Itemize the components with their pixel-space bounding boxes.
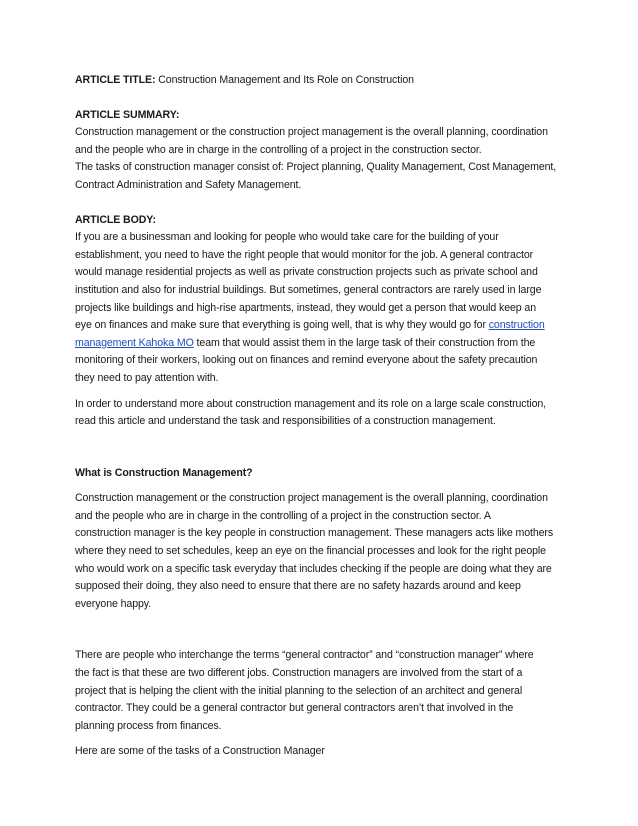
section-line: who would work on a specific task everyday that includes checking if the people are doing what they are: [75, 562, 552, 575]
body-line: If you are a businessman and looking for people who would take care for the building of your: [75, 231, 499, 244]
summary-heading: ARTICLE SUMMARY:: [75, 108, 180, 121]
construction-management-link-continued[interactable]: management Kahoka MO: [75, 336, 194, 349]
body-line: institution and also for industrial buildings. But sometimes, general contractors are rarely used in large: [75, 283, 542, 296]
post-link-text: team that would assist them in the large task of their construction from the: [193, 336, 536, 349]
section-line: where they need to set schedules, keep an eye on the financial processes and look for the right people: [75, 545, 546, 558]
body-line: monitoring of their workers, looking out on finances and remind everyone about the safety precaution: [75, 354, 538, 367]
body-line: read this article and understand the task and responsibilities of a construction management.: [75, 415, 496, 428]
section-line: everyone happy.: [75, 597, 152, 610]
section-line: and the people who are in charge in the controlling of a project in the construction sector. A: [75, 509, 491, 522]
section-line: construction manager is the key people in construction management. These managers acts like mothers: [75, 527, 554, 540]
summary-line: The tasks of construction manager consist of: Project planning, Quality Management, Cost Management,: [75, 161, 557, 174]
body-line: they need to pay attention with.: [75, 371, 219, 384]
document-page: [75, 72, 565, 761]
article-title-text: Construction Management and Its Role on Construction: [155, 74, 414, 86]
section-line: planning process from finances.: [75, 719, 222, 732]
summary-paragraph: [75, 124, 565, 194]
section-line: supposed their doing, they also need to ensure that there are no safety hazards around and keep: [75, 580, 521, 593]
article-title-label: ARTICLE TITLE:: [75, 74, 156, 86]
article-title: [75, 72, 565, 90]
body-paragraph-2: [75, 396, 565, 431]
summary-line: Construction management or the construction project management is the overall planning, coordination: [75, 126, 548, 139]
body-line: would manage residential projects as well as private construction projects such as private school and: [75, 266, 538, 279]
section-line: the fact is that these are two different jobs. Construction managers are involved from the start of a: [75, 667, 523, 680]
body-line-with-link: [75, 317, 565, 335]
body-heading: ARTICLE BODY:: [75, 213, 156, 226]
body-line-with-link: [75, 335, 565, 353]
section-line: Construction management or the construction project management is the overall planning, coordination: [75, 492, 548, 505]
body-paragraph-1: [75, 229, 565, 387]
pre-link-text: eye on finances and make sure that everything is going well, that is why they would go for: [75, 319, 489, 332]
body-line: establishment, you need to have the right people that would monitor for the job. A general contractor: [75, 248, 534, 261]
body-line: In order to understand more about construction management and its role on a large scale construction,: [75, 397, 547, 410]
section-paragraph-3: Here are some of the tasks of a Construction Manager: [75, 745, 325, 758]
body-line: projects like buildings and high-rise apartments, instead, they would get a person that would keep an: [75, 301, 537, 314]
construction-management-link[interactable]: construction: [488, 319, 545, 332]
section-line: There are people who interchange the terms “general contractor” and “construction manager” where: [75, 649, 534, 662]
section-paragraph-2: [75, 647, 565, 735]
section-heading: What is Construction Management?: [75, 466, 253, 479]
section-line: contractor. They could be a general contractor but general contractors aren’t that involved in the: [75, 702, 514, 715]
section-line: project that is helping the client with the initial planning to the selection of an architect and general: [75, 684, 523, 697]
section-paragraph-1: [75, 490, 565, 613]
summary-line: and the people who are in charge in the controlling of a project in the construction sector.: [75, 143, 482, 156]
summary-line: Contract Administration and Safety Management.: [75, 178, 302, 191]
